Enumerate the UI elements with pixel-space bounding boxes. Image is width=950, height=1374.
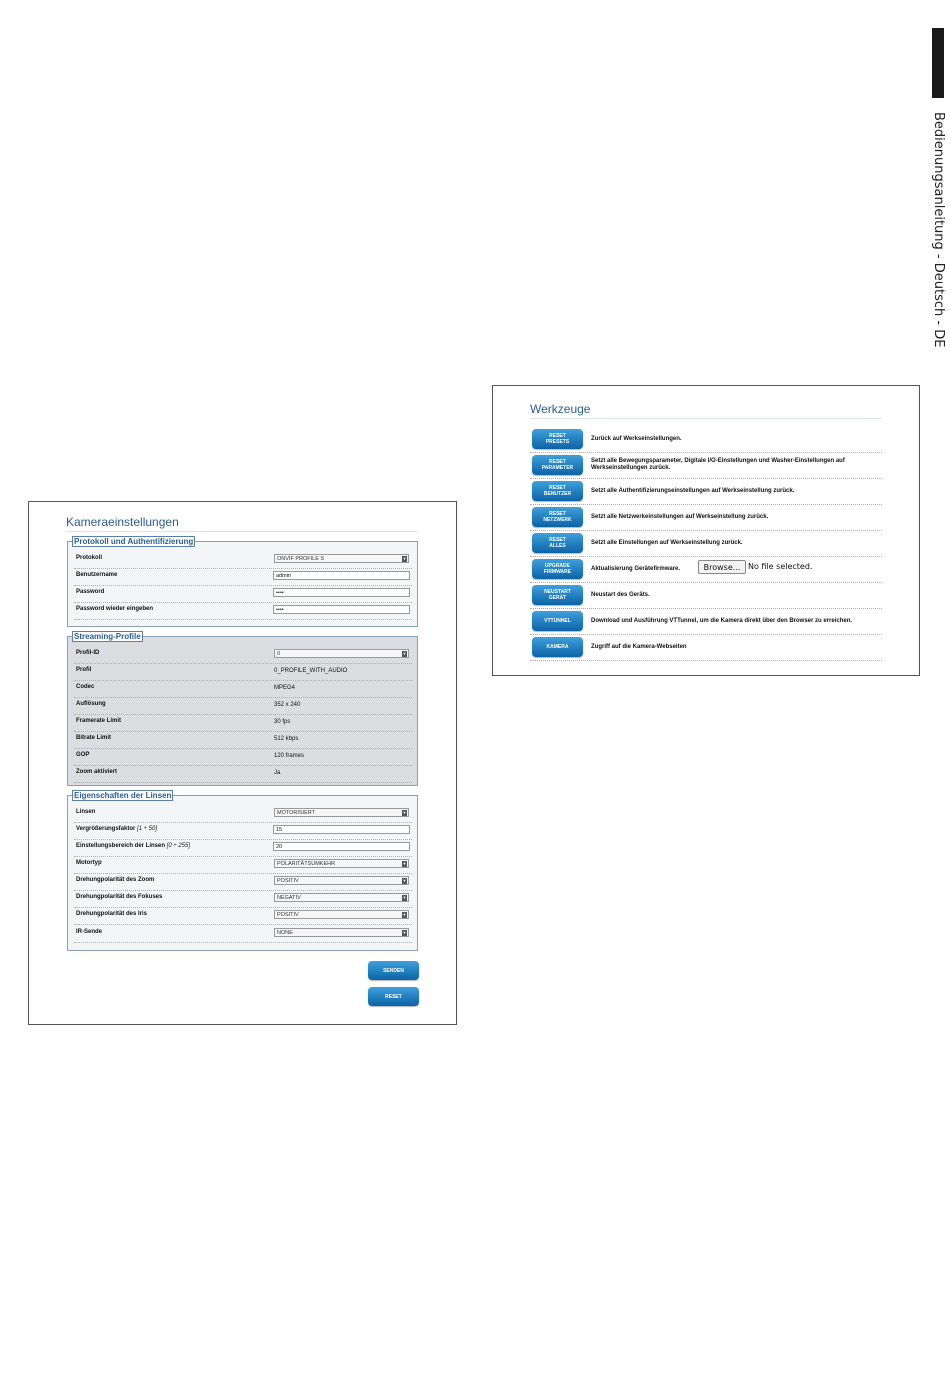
- form-row: [74, 748, 412, 766]
- form-row: [74, 839, 412, 857]
- resolution-label: Auflösung: [76, 701, 106, 707]
- motor-type-select-value: POLARITÄTSUMKEHR: [277, 861, 336, 867]
- form-row: [74, 568, 412, 586]
- form-row: [74, 731, 412, 749]
- chevron-down-icon: ▼: [402, 912, 407, 917]
- protocol-label: Protokoll: [76, 555, 103, 561]
- tool-row-reset-netzwerk: [530, 504, 882, 531]
- zoom-polarity-label: Drehungpolarität des Zoom: [76, 877, 155, 883]
- password-repeat-input[interactable]: ••••: [273, 605, 410, 614]
- reset-button[interactable]: RESET: [368, 987, 419, 1006]
- ir-send-select-value: NONE: [277, 930, 293, 936]
- gop-label: GOP: [76, 752, 90, 758]
- form-row: [74, 697, 412, 715]
- iris-polarity-select-value: POSITIV: [277, 912, 299, 918]
- upgrade-firmware-button[interactable]: UPGRADE FIRMWARE: [532, 559, 583, 579]
- iris-polarity-select[interactable]: [274, 910, 409, 919]
- side-tab-label: Bedienungsanleitung - Deutsch - DE: [931, 112, 946, 348]
- lens-label: Linsen: [76, 809, 96, 815]
- focus-polarity-label: Drehungpolarität des Fokuses: [76, 894, 163, 900]
- focus-polarity-select-value: NEGATIV: [277, 895, 301, 901]
- chevron-down-icon: ▼: [402, 895, 407, 900]
- profile-label: Profil: [76, 667, 92, 673]
- framerate-value: 30 fps: [274, 719, 291, 725]
- password-input[interactable]: ••••: [273, 588, 410, 597]
- form-row: [74, 663, 412, 681]
- focus-polarity-select[interactable]: [274, 893, 409, 902]
- protocol-select-value: ONVIF PROFILE S: [277, 556, 325, 562]
- tools-title-divider: [530, 418, 882, 419]
- form-row: [74, 925, 412, 943]
- codec-value: MPEG4: [274, 685, 296, 691]
- reset-netzwerk-button[interactable]: RESET NETZWERK: [532, 507, 583, 527]
- tool-description: Setzt alle Authentifizierungseinstellungen auf Werkseinstellung zurück.: [591, 488, 795, 494]
- chevron-down-icon: ▼: [402, 651, 407, 656]
- file-status-text: No file selected.: [748, 562, 813, 571]
- tools-title: Werkzeuge: [530, 402, 591, 416]
- protocol-fieldset: [67, 537, 418, 627]
- tool-description: Zugriff auf die Kamera-Webseiten: [591, 644, 687, 650]
- form-row: [74, 890, 412, 908]
- iris-polarity-label: Drehungpolarität des Iris: [76, 911, 148, 917]
- password-repeat-label: Password wieder eingeben: [76, 606, 154, 612]
- reset-alles-button[interactable]: RESET ALLES: [532, 533, 583, 553]
- kamera-button[interactable]: KAMERA: [532, 637, 583, 657]
- zoom-polarity-select[interactable]: [274, 876, 409, 885]
- reset-parameter-button[interactable]: RESET PARAMETER: [532, 455, 583, 475]
- tool-description: Aktualisierung Gerätefirmware.: [591, 566, 681, 572]
- lens-select-value: MOTORISIERT: [277, 810, 315, 816]
- chevron-down-icon: ▼: [402, 878, 407, 883]
- protocol-select[interactable]: [274, 554, 409, 563]
- form-row: [74, 822, 412, 840]
- username-label: Benutzername: [76, 572, 118, 578]
- chevron-down-icon: ▼: [402, 930, 407, 935]
- tool-row-reset-parameter: [530, 452, 882, 479]
- tool-description: Setzt alle Netzwerkeinstellungen auf Werkseinstellung zurück.: [591, 514, 769, 520]
- magnification-input[interactable]: 15: [273, 825, 410, 834]
- protocol-legend: Protokoll und Authentifizierung: [74, 537, 194, 546]
- profile-id-select[interactable]: [274, 649, 409, 658]
- lens-legend: Eigenschaften der Linsen: [74, 791, 172, 800]
- tool-row-reset-benutzer: [530, 478, 882, 505]
- username-input[interactable]: admin: [273, 571, 410, 580]
- camera-settings-title: Kameraeinstellungen: [66, 515, 179, 529]
- form-row: [74, 680, 412, 698]
- chevron-down-icon: ▼: [402, 861, 407, 866]
- adjust-range-hint: [0 ÷ 255]: [166, 843, 191, 849]
- profile-value: 0_PROFILE_WITH_AUDIO: [274, 668, 348, 674]
- bitrate-value: 512 kbps: [274, 736, 299, 742]
- tool-row-vttunnel: [530, 608, 882, 635]
- camera-title-divider: [66, 531, 418, 532]
- resolution-value: 352 x 240: [274, 702, 301, 708]
- zoom-enabled-label: Zoom aktiviert: [76, 769, 118, 775]
- password-label: Password: [76, 589, 105, 595]
- magnification-label-text: Vergrößerungsfaktor: [76, 826, 136, 832]
- lens-select[interactable]: [274, 808, 409, 817]
- form-row: [74, 907, 412, 925]
- codec-label: Codec: [76, 684, 95, 690]
- gop-value: 120 frames: [274, 753, 305, 759]
- form-row: [74, 873, 412, 891]
- form-row: [74, 856, 412, 874]
- chevron-down-icon: ▼: [402, 556, 407, 561]
- profile-id-select-value: 0: [277, 651, 281, 657]
- tool-row-neustart: [530, 582, 882, 609]
- form-row: [74, 805, 412, 823]
- streaming-legend: Streaming-Profile: [74, 632, 141, 641]
- reset-presets-button[interactable]: RESET PRESETS: [532, 429, 583, 449]
- send-button[interactable]: SENDEN: [368, 961, 419, 980]
- framerate-label: Framerate Limit: [76, 718, 122, 724]
- motor-type-select[interactable]: [274, 859, 409, 868]
- form-row: [74, 646, 412, 664]
- browse-file-button[interactable]: Browse...: [698, 560, 746, 574]
- tool-row-kamera: [530, 634, 882, 661]
- lens-fieldset: [67, 791, 418, 951]
- streaming-fieldset: [67, 632, 418, 786]
- form-row: [74, 602, 412, 620]
- tool-description: Setzt alle Bewegungsparameter, Digitale I/O-Einstellungen und Washer-Einstellungen auf Werkseinstellungen zurück.: [591, 458, 845, 471]
- tool-row-reset-presets: [530, 426, 882, 453]
- tool-row-upgrade-firmware: [530, 556, 882, 583]
- ir-send-select[interactable]: [274, 928, 409, 937]
- tool-description: Setzt alle Einstellungen auf Werkseinstellung zurück.: [591, 540, 743, 546]
- zoom-polarity-select-value: POSITIV: [277, 878, 299, 884]
- zoom-enabled-value: Ja: [274, 770, 281, 776]
- form-row: [74, 551, 412, 569]
- motor-type-label: Motortyp: [76, 860, 102, 866]
- adjust-range-input[interactable]: 20: [273, 842, 410, 851]
- adjust-range-label-text: Einstellungsbereich der Linsen: [76, 843, 166, 849]
- form-row: [74, 714, 412, 732]
- bitrate-label: Bitrate Limit: [76, 735, 112, 741]
- profile-id-label: Profil-ID: [76, 650, 100, 656]
- adjust-range-label: [76, 843, 190, 849]
- form-row: [74, 765, 412, 783]
- magnification-range: [1 ÷ 50]: [137, 826, 158, 832]
- neustart-geraet-button[interactable]: NEUSTART GERÄT: [532, 585, 583, 605]
- chevron-down-icon: ▼: [402, 810, 407, 815]
- tool-description: Download und Ausführung VTTunnel, um die Kamera direkt über den Browser zu erreichen.: [591, 618, 853, 624]
- ir-send-label: IR-Sende: [76, 929, 103, 935]
- reset-benutzer-button[interactable]: RESET BENUTZER: [532, 481, 583, 501]
- form-row: [74, 585, 412, 603]
- tool-description: Neustart des Geräts.: [591, 592, 650, 598]
- vttunnel-button[interactable]: VTTUNNEL: [532, 611, 583, 631]
- magnification-label: [76, 826, 157, 832]
- tool-description: Zurück auf Werkseinstellungen.: [591, 436, 682, 442]
- tool-row-reset-alles: [530, 530, 882, 557]
- side-tab-marker: [932, 28, 944, 98]
